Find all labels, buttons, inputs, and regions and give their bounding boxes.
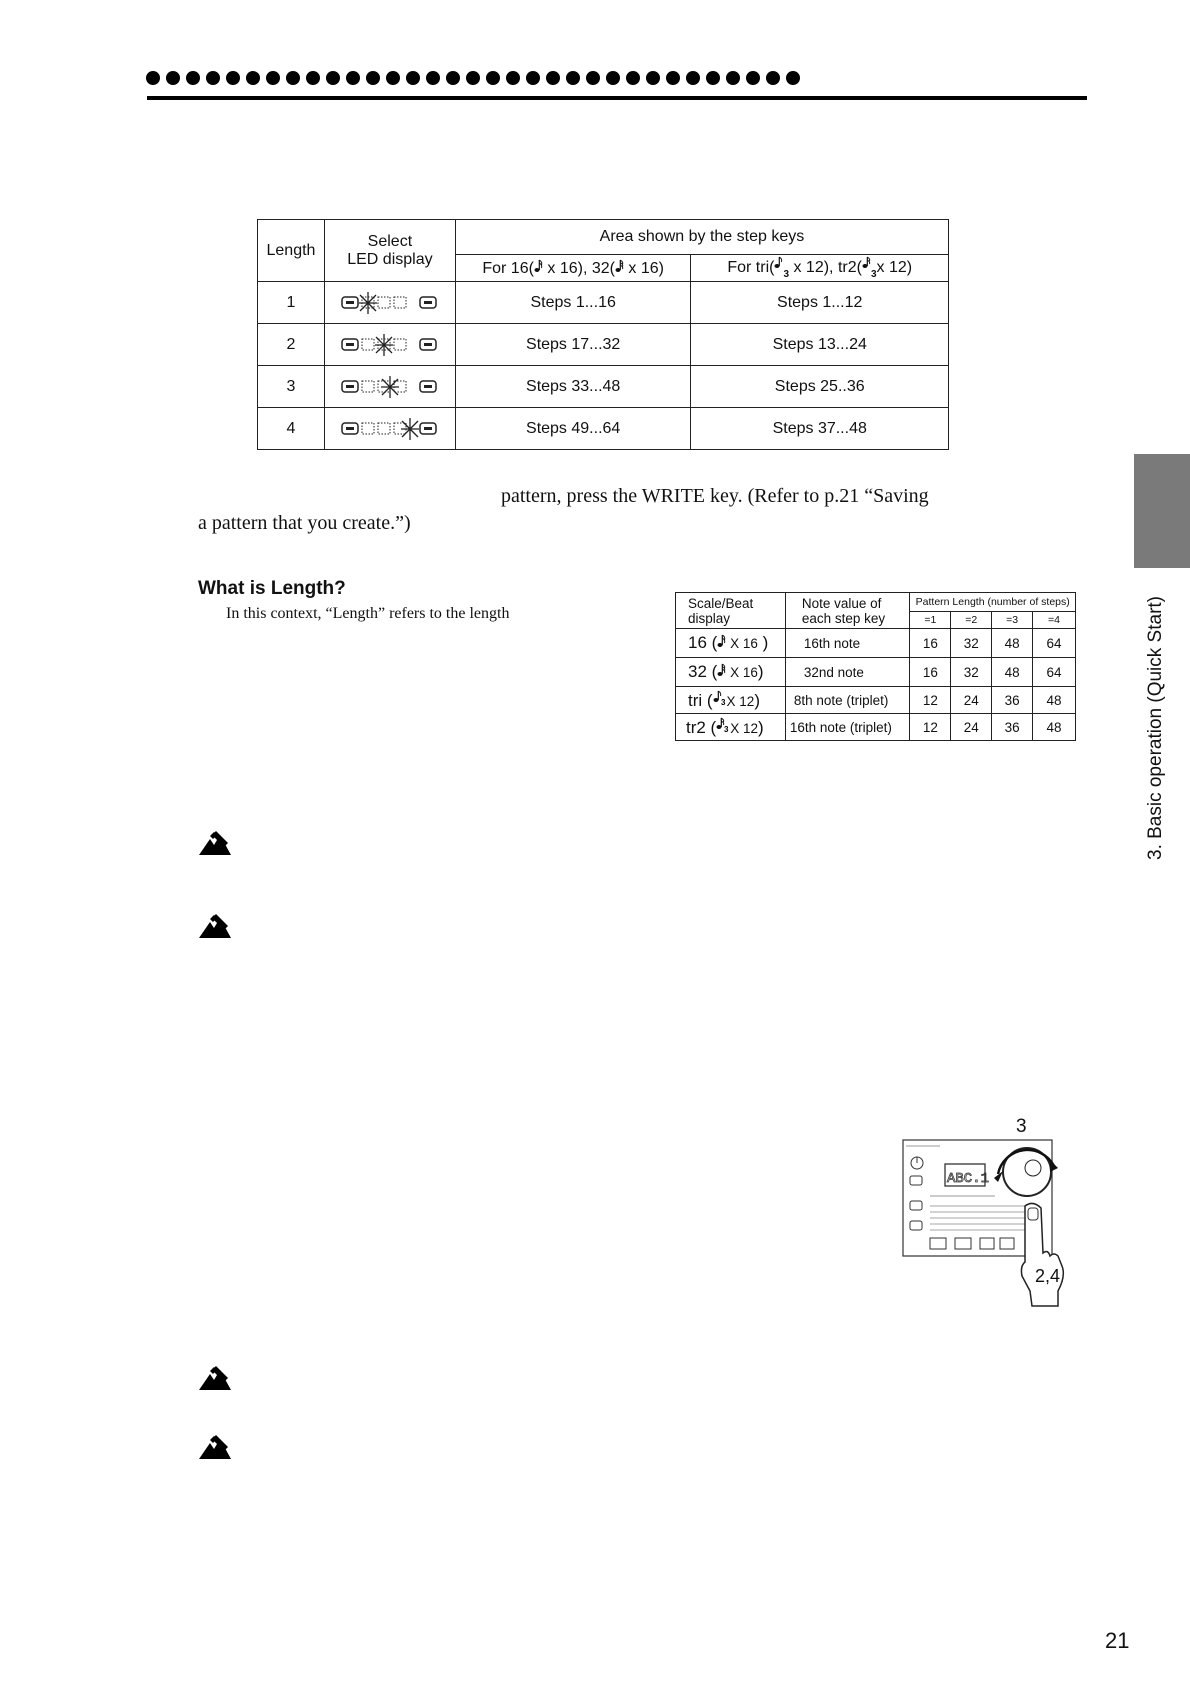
note-value-header: Note value of each step key bbox=[785, 593, 910, 629]
led-display-1-icon bbox=[324, 282, 455, 324]
area-col-b-header: For tri( $_3$ x 12), tr2( $_3$x 12) bbox=[691, 255, 949, 282]
svg-text:ABC.1: ABC.1 bbox=[947, 1171, 990, 1187]
led-display-4-icon bbox=[324, 408, 455, 450]
section-tab-label: 3. Basic operation (Quick Start) bbox=[1145, 596, 1166, 860]
length-header: Length bbox=[258, 220, 325, 282]
device-illustration bbox=[900, 1116, 1080, 1316]
header-rule bbox=[147, 96, 1087, 100]
table-row: 4 Steps 49...64 Steps 37...48 bbox=[258, 408, 949, 450]
note-icon bbox=[198, 827, 232, 857]
svg-text:3: 3 bbox=[720, 697, 725, 706]
table-row: 1 Steps 1...16 Steps 1...12 bbox=[258, 282, 949, 324]
table-row: 2 Steps 17...32 Steps 13...24 bbox=[258, 324, 949, 366]
section-tab bbox=[1134, 454, 1190, 568]
knob-step-label: 3 bbox=[1016, 1116, 1027, 1137]
page-number: 21 bbox=[1105, 1628, 1130, 1653]
table-row: 32 ( X 16) 32nd note 16 32 48 64 bbox=[676, 658, 1076, 687]
pattern-length-table: Scale/Beat display Note value of each step key Pattern Length (number of steps) =1 =2 =3 =4 16 ( X 16 ) 16th note 16 32 48 64 32 ( X 16) 32nd note 16 32 48 64 tri ( 3 X 12) 8th note (triplet) 12 24 36 48 tr2 ( 3 X 12) 16th note (triplet) 12 24 36 48 bbox=[675, 592, 1076, 741]
note-icon bbox=[198, 1362, 232, 1392]
table-row: 3 Steps 33...48 Steps 25..36 bbox=[258, 366, 949, 408]
note-icon bbox=[198, 1431, 232, 1461]
area-col-a-header: For 16( x 16), 32( x 16) bbox=[455, 255, 691, 282]
paragraph-line-1: pattern, press the WRITE key. (Refer to p.21 “Saving bbox=[501, 485, 929, 507]
section-text: In this context, “Length” refers to the length bbox=[226, 605, 510, 622]
sixteenth-note-icon bbox=[534, 259, 543, 273]
triplet-sixteenth-note-icon bbox=[716, 717, 730, 733]
table-row: tr2 ( 3 X 12) 16th note (triplet) 12 24 36 48 bbox=[676, 714, 1076, 741]
sixteenth-note-icon bbox=[717, 634, 726, 648]
area-header: Area shown by the step keys bbox=[455, 220, 948, 255]
table-row: 16 ( X 16 ) 16th note 16 32 48 64 bbox=[676, 629, 1076, 658]
select-led-header: Select LED display bbox=[324, 220, 455, 282]
led-display-2-icon bbox=[324, 324, 455, 366]
finger-step-label: 2,4 bbox=[1035, 1266, 1061, 1286]
paragraph-line-2: a pattern that you create.”) bbox=[198, 512, 411, 534]
thirty-second-note-icon bbox=[717, 663, 726, 677]
header-dot-row bbox=[146, 71, 836, 89]
thirty-second-note-icon bbox=[615, 259, 624, 273]
note-icon bbox=[198, 910, 232, 940]
led-display-3-icon bbox=[324, 366, 455, 408]
triplet-eighth-note-icon bbox=[713, 690, 727, 706]
table-row: tri ( 3 X 12) 8th note (triplet) 12 24 36 48 bbox=[676, 687, 1076, 714]
pattern-length-header: Pattern Length (number of steps) bbox=[910, 593, 1076, 612]
scale-beat-header: Scale/Beat display bbox=[676, 593, 786, 629]
section-heading: What is Length? bbox=[198, 578, 346, 599]
svg-text:3: 3 bbox=[724, 724, 729, 733]
length-area-table bbox=[257, 219, 949, 450]
